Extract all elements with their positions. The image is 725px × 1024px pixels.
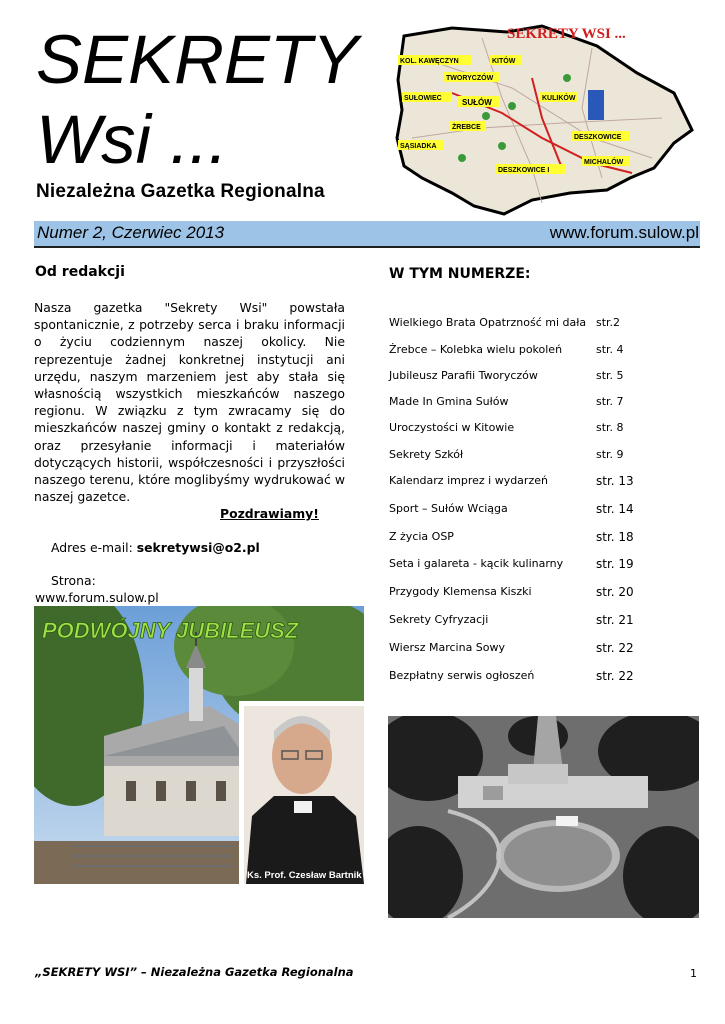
toc-item[interactable] [389,585,669,607]
toc-item-page: str. 7 [596,395,624,408]
toc-item[interactable] [389,530,669,552]
toc-item-title: Sekrety Szkół [389,448,464,461]
editorial-greeting: Pozdrawiamy! [220,506,319,521]
toc-item-page: str.2 [596,316,621,329]
toc-item-title: Uroczystości w Kitowie [389,421,515,434]
newspaper-title [36,20,358,180]
priest-caption: Ks. Prof. Czesław Bartnik [247,870,362,881]
email-label: Adres e-mail: [51,540,133,555]
toc-item-page: str. 13 [596,474,634,488]
email-address[interactable]: sekretywsi@o2.pl [136,540,260,555]
toc-item-page: str. 5 [596,369,624,382]
toc-item-title: Z życia OSP [389,530,454,543]
toc-item[interactable] [389,613,669,635]
toc-item-title: Seta i galareta - kącik kulinarny [389,557,564,570]
region-map [392,18,702,218]
toc-item-title: Jubileusz Parafii Tworyczów [389,369,538,382]
toc-item-page: str. 21 [596,613,634,627]
toc-item-page: str. 22 [596,641,634,655]
map-banner: SEKRETY WSI ... [507,26,626,42]
map-label-sulowiec: SUŁOWIEC [404,95,442,102]
toc-item-page: str. 4 [596,343,624,356]
issue-number: Numer 2, Czerwiec 2013 [37,223,225,242]
site-url[interactable]: www.forum.sulow.pl [35,590,159,605]
newspaper-subtitle: Niezależna Gazetka Regionalna [36,181,325,202]
page-number: 1 [690,967,697,980]
map-label-kitow: KITÓW [492,58,516,65]
toc-item-title: Bezpłatny serwis ogłoszeń [389,669,535,682]
toc-item-page: str. 8 [596,421,624,434]
toc-item-title: Żrebce – Kolebka wielu pokoleń [389,343,563,356]
toc-item-title: Wiersz Marcina Sowy [389,641,506,654]
jubilee-photo [34,606,364,884]
title-line-2: Wsi ... [36,101,228,178]
toc-item[interactable] [389,557,669,579]
footer-text: „SEKRETY WSI” – Niezależna Gazetka Regionalna [35,965,354,979]
map-label-michalow: MICHALÓW [584,159,624,166]
toc-item-title: Kalendarz imprez i wydarzeń [389,474,548,487]
toc-item-page: str. 9 [596,448,624,461]
contact-email-row [51,540,260,555]
toc-item-title: Przygody Klemensa Kiszki [389,585,532,598]
toc-item-title: Wielkiego Brata Opatrzność mi dała [389,316,587,329]
toc-item[interactable] [389,369,669,391]
map-label-sulow: SUŁÓW [462,98,492,107]
map-label-deszkowice: DESZKOWICE [574,134,622,141]
toc-item[interactable] [389,343,669,365]
toc-item[interactable] [389,641,669,663]
issue-website[interactable]: www.forum.sulow.pl [549,223,699,242]
toc-heading: W TYM NUMERZE: [389,266,531,282]
map-label-deszkowice-i: DESZKOWICE I [498,167,550,174]
toc-item-page: str. 19 [596,557,634,571]
map-label-tworyczow: TWORYCZÓW [446,75,494,82]
toc-item-page: str. 22 [596,669,634,683]
editorial-body: Nasza gazetka "Sekrety Wsi" powstała spontanicznie, z potrzeby serca i braku informacji o życiu codziennym naszej okolicy. Nie reprezentuje żadnej konkretnej instytucji ani urzędu, naszym marzeniem jest aby stała się własnością wszystkich mieszkańców naszego regionu. W związku z tym zwracamy się do mieszkańców naszej gminy o kontakt z redakcją, oraz przesyłanie informacji i materiałów dotyczących historii, współczesności i przyszłości naszego terenu, które moglibyśmy wydrukować w naszej gazetce. [34,300,345,505]
toc-item-title: Sekrety Cyfryzacji [389,613,489,626]
editorial-heading: Od redakcji [35,264,125,280]
toc-item[interactable] [389,421,669,443]
aerial-photo [388,716,699,918]
toc-item-page: str. 14 [596,502,634,516]
toc-item-page: str. 20 [596,585,634,599]
toc-item[interactable] [389,395,669,417]
jubilee-caption: PODWÓJNY JUBILEUSZ [42,618,299,643]
map-label-kawe: KOL. KAWĘCZYN [400,58,459,65]
map-label-zrebce: ŻREBCE [452,124,481,131]
toc-item[interactable] [389,448,669,470]
toc-item-title: Sport – Sułów Wciąga [389,502,508,515]
title-line-1: SEKRETY [36,21,359,98]
toc-item-page: str. 18 [596,530,634,544]
toc-item[interactable] [389,474,669,496]
map-label-sasiadka: SĄSIADKA [400,143,437,150]
site-label: Strona: [51,573,96,588]
map-label-kulikow: KULIKÓW [542,95,576,102]
toc-item[interactable] [389,669,669,691]
toc-item[interactable] [389,316,669,338]
toc-item[interactable] [389,502,669,524]
toc-item-title: Made In Gmina Sułów [389,395,509,408]
